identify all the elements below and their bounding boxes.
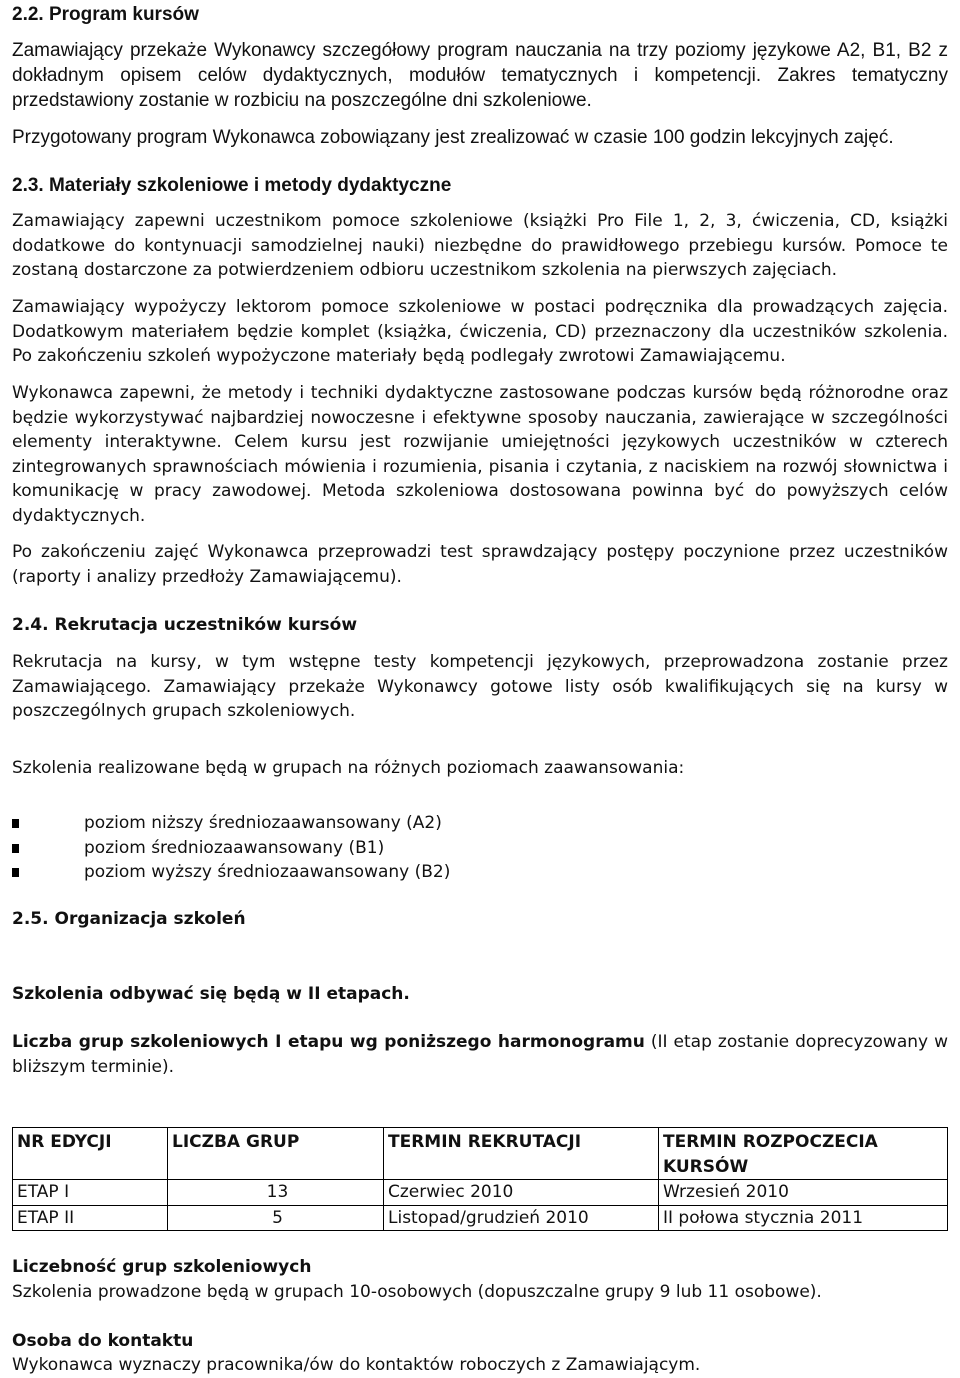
table-cell: 13 (168, 1180, 384, 1206)
materials-paragraph: Zamawiający zapewni uczestnikom pomoce szkoleniowe (książki Pro File 1, 2, 3, ćwiczenia, CD, książki dodatkowe do kontynuacji samodzielnej nauki) niezbędne do prawidłowego przebiegu kursów. Pomoce te zostaną dostarczone za potwierdzeniem odbioru uczestnikom szkolenia na pierwszych zajęciach. (12, 211, 948, 280)
recruitment-paragraph: Rekrutacja na kursy, w tym wstępne testy kompetencji językowych, przeprowadzona zostanie przez Zamawiającego. Zamawiający przekaże Wykonawcy gotowe listy osób kwalifikujących się na kursy w poszczególnych grupach szkoleniowych. (12, 652, 948, 721)
table-cell: Czerwiec 2010 (384, 1180, 659, 1206)
section-heading-2-2: 2.2. Program kursów (12, 4, 199, 25)
bullet-icon (12, 868, 19, 877)
program-paragraph: Zamawiający przekaże Wykonawcy szczegółowy program nauczania na trzy poziomy językowe A2, B1, B2 z dokładnym opisem celów dydaktycznych, modułów tematycznych i kompetencji. Zakres tematyczny przedstawiony zostanie w rozbiciu na poszczególne dni szkoleniowe. (12, 40, 948, 111)
list-item: poziom średniozaawansowany (B1) (12, 836, 948, 861)
table-cell: 5 (168, 1205, 384, 1231)
stages-note: Szkolenia odbywać się będą w II etapach. (12, 984, 410, 1004)
section-heading-2-5: 2.5. Organizacja szkoleń (12, 909, 246, 929)
table-cell: ETAP II (13, 1205, 168, 1231)
groups-rest-text: (II etap zostanie doprecyzowany w bliższym terminie). (12, 1032, 948, 1077)
groups-paragraph (12, 1030, 948, 1079)
section-heading-2-4: 2.4. Rekrutacja uczestników kursów (12, 615, 358, 635)
list-item: poziom wyższy średniozaawansowany (B2) (12, 860, 948, 885)
hours-paragraph: Przygotowany program Wykonawca zobowiązany jest zrealizować w czasie 100 godzin lekcyjnych zajęć. (12, 127, 894, 148)
table-cell: Wrzesień 2010 (659, 1180, 948, 1206)
bullet-icon (12, 844, 19, 853)
column-header: TERMIN REKRUTACJI (384, 1128, 659, 1180)
group-size-heading: Liczebność grup szkoleniowych (12, 1257, 312, 1277)
table-cell: II połowa stycznia 2011 (659, 1205, 948, 1231)
methods-paragraph: Wykonawca zapewni, że metody i techniki dydaktyczne zastosowane podczas kursów będą różnorodne oraz będzie wykorzystywać najbardziej nowoczesne i efektywne sposoby nauczania, zawierające w szczególności elementy interaktywne. Celem kursu jest rozwijanie umiejętności językowych uczestników w czterech zintegrowanych sprawnościach mówienia i rozumienia, pisania i czytania, z naciskiem na rozwój słownictwa i komunikację w pracy zawodowej. Metoda szkoleniowa dostosowana powinna być do powyższych celów dydaktycznych. (12, 383, 948, 526)
column-header: TERMIN ROZPOCZECIA KURSÓW (659, 1128, 948, 1180)
lending-paragraph: Zamawiający wypożyczy lektorom pomoce szkoleniowe w postaci podręcznika dla prowadzących zajęcia. Dodatkowym materiałem będzie komplet (książka, ćwiczenia, CD) przeznaczony dla uczestników szkolenia. Po zakończeniu szkoleń wypożyczone materiały będą podlegały zwrotowi Zamawiającemu. (12, 297, 948, 366)
column-header: NR EDYCJI (13, 1128, 168, 1180)
table-cell: ETAP I (13, 1180, 168, 1206)
column-header: LICZBA GRUP (168, 1128, 384, 1180)
groups-bold-text: Liczba grup szkoleniowych I etapu wg poniższego harmonogramu (12, 1032, 645, 1052)
levels-intro: Szkolenia realizowane będą w grupach na różnych poziomach zaawansowania: (12, 758, 685, 778)
contact-heading: Osoba do kontaktu (12, 1331, 194, 1351)
group-size-text: Szkolenia prowadzone będą w grupach 10-osobowych (dopuszczalne grupy 9 lub 11 osobowe). (12, 1282, 822, 1302)
schedule-table (12, 1127, 948, 1231)
table-row (13, 1205, 948, 1231)
levels-list (12, 811, 948, 885)
list-item: poziom niższy średniozaawansowany (A2) (12, 811, 948, 836)
table-row (13, 1180, 948, 1206)
test-paragraph: Po zakończeniu zajęć Wykonawca przeprowadzi test sprawdzający postępy poczynione przez uczestników (raporty i analizy przedłoży Zamawiającemu). (12, 542, 948, 587)
table-header-row (13, 1128, 948, 1180)
bullet-icon (12, 819, 19, 828)
section-heading-2-3: 2.3. Materiały szkoleniowe i metody dydaktyczne (12, 175, 452, 196)
table-cell: Listopad/grudzień 2010 (384, 1205, 659, 1231)
contact-text: Wykonawca wyznaczy pracownika/ów do kontaktów roboczych z Zamawiającym. (12, 1355, 701, 1375)
